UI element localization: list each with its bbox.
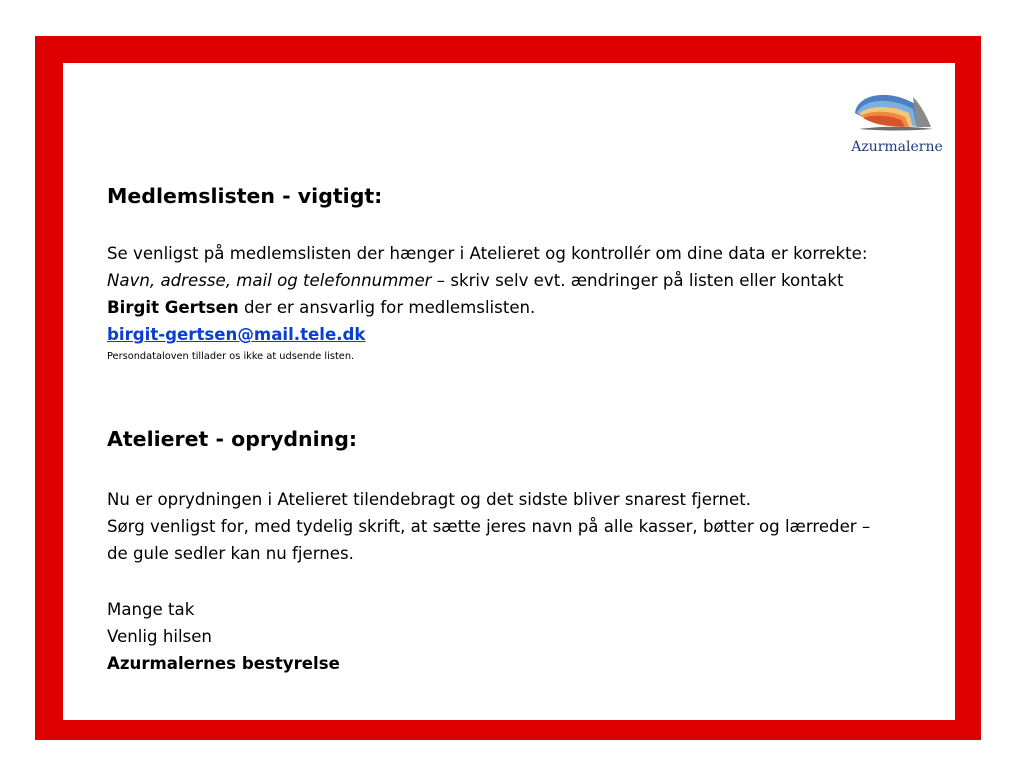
closing-signature: Azurmalernes bestyrelse xyxy=(107,654,340,673)
sail-logo-icon xyxy=(847,83,937,143)
closing-thanks: Mange tak xyxy=(107,600,195,619)
medlemsliste-line-3 xyxy=(107,298,535,318)
slide-frame xyxy=(35,36,981,740)
medlemsliste-line-1: Se venligst på medlemslisten der hænger i Atelieret og kontrollér om dine data er korrekte: xyxy=(107,244,868,263)
medlemsliste-line-3-rest: der er ansvarlig for medlemslisten. xyxy=(238,298,536,317)
section-heading-medlemslisten: Medlemslisten - vigtigt: xyxy=(107,184,383,208)
contact-email-row xyxy=(107,325,365,345)
section-heading-atelieret: Atelieret - oprydning: xyxy=(107,427,358,451)
closing-greeting: Venlig hilsen xyxy=(107,627,212,646)
contact-email-link[interactable]: birgit-gertsen@mail.tele.dk xyxy=(107,325,366,344)
contact-person-name: Birgit Gertsen xyxy=(107,298,239,317)
oprydning-line-3: de gule sedler kan nu fjernes. xyxy=(107,544,354,563)
medlemsliste-line-2 xyxy=(107,271,843,291)
logo-wordmark: Azurmalerne xyxy=(851,139,943,155)
oprydning-line-2: Sørg venligst for, med tydelig skrift, at sætte jeres navn på alle kasser, bøtter og lærreder – xyxy=(107,517,871,536)
required-fields-text: Navn, adresse, mail og telefonnummer xyxy=(107,271,432,290)
oprydning-line-1: Nu er oprydningen i Atelieret tilendebragt og det sidste bliver snarest fjernet. xyxy=(107,490,752,509)
medlemsliste-line-2-rest: – skriv selv evt. ændringer på listen eller kontakt xyxy=(431,271,844,290)
privacy-note: Persondataloven tillader os ikke at udsende listen. xyxy=(107,351,355,362)
slide-panel xyxy=(63,63,955,720)
azurmalerne-logo xyxy=(847,83,947,163)
